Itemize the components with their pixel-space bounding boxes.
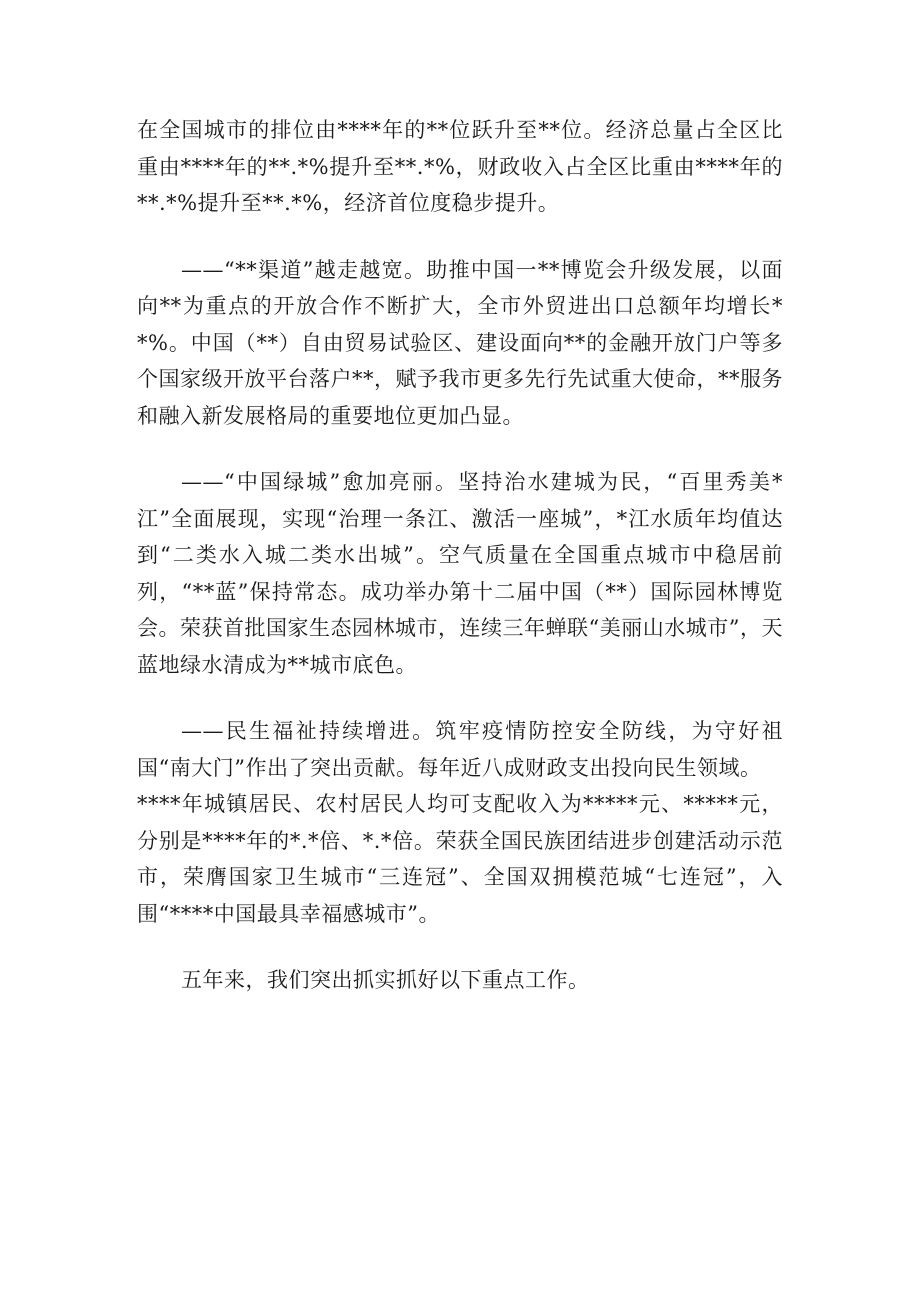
paragraph-five-years: 五年来，我们突出抓实抓好以下重点工作。 — [181, 968, 590, 992]
paragraph-green-city: ——“中国绿城”愈加亮丽。坚持治水建城为民，“百里秀美*江”全面展现，实现“治理一条江、激活一座城”，*江水质年均值达到“二类水入城二类水出城”。空气质量在全国重点城市中稳居前列，“**蓝”保持常态。成功举办第十二届中国（**）国际园林博览会。荣获首批国家生态园林城市，连续三年蝉联“美丽山水城市”，天蓝地绿水清成为**城市底色。 — [137, 470, 783, 677]
paragraph-economy-ranking: 在全国城市的排位由****年的**位跃升至**位。经济总量占全区比重由****年的**.*%提升至**.*%，财政收入占全区比重由****年的**.*%提升至**.*%，经济首位度稳步提升。 — [137, 118, 783, 215]
paragraph-channel: ——“**渠道”越走越宽。助推中国一**博览会升级发展，以面向**为重点的开放合作不断扩大，全市外贸进出口总额年均增长**%。中国（**）自由贸易试验区、建设面向**的金融开放门户等多个国家级开放平台落户**，赋予我市更多先行先试重大使命，**服务和融入新发展格局的重要地位更加凸显。 — [137, 257, 783, 428]
paragraph-income: ****年城镇居民、农村居民人均可支配收入为*****元、*****元，分别是****年的*.*倍、*.*倍。荣获全国民族团结进步创建活动示范市，荣膺国家卫生城市“三连冠”、全国双拥模范城“七连冠”，入围“****中国最具幸福感城市”。 — [137, 792, 783, 926]
document-body — [137, 112, 783, 999]
paragraph-livelihood: ——民生福祉持续增进。筑牢疫情防控安全防线，为守好祖国“南大门”作出了突出贡献。每年近八成财政支出投向民生领域。 — [137, 719, 783, 780]
